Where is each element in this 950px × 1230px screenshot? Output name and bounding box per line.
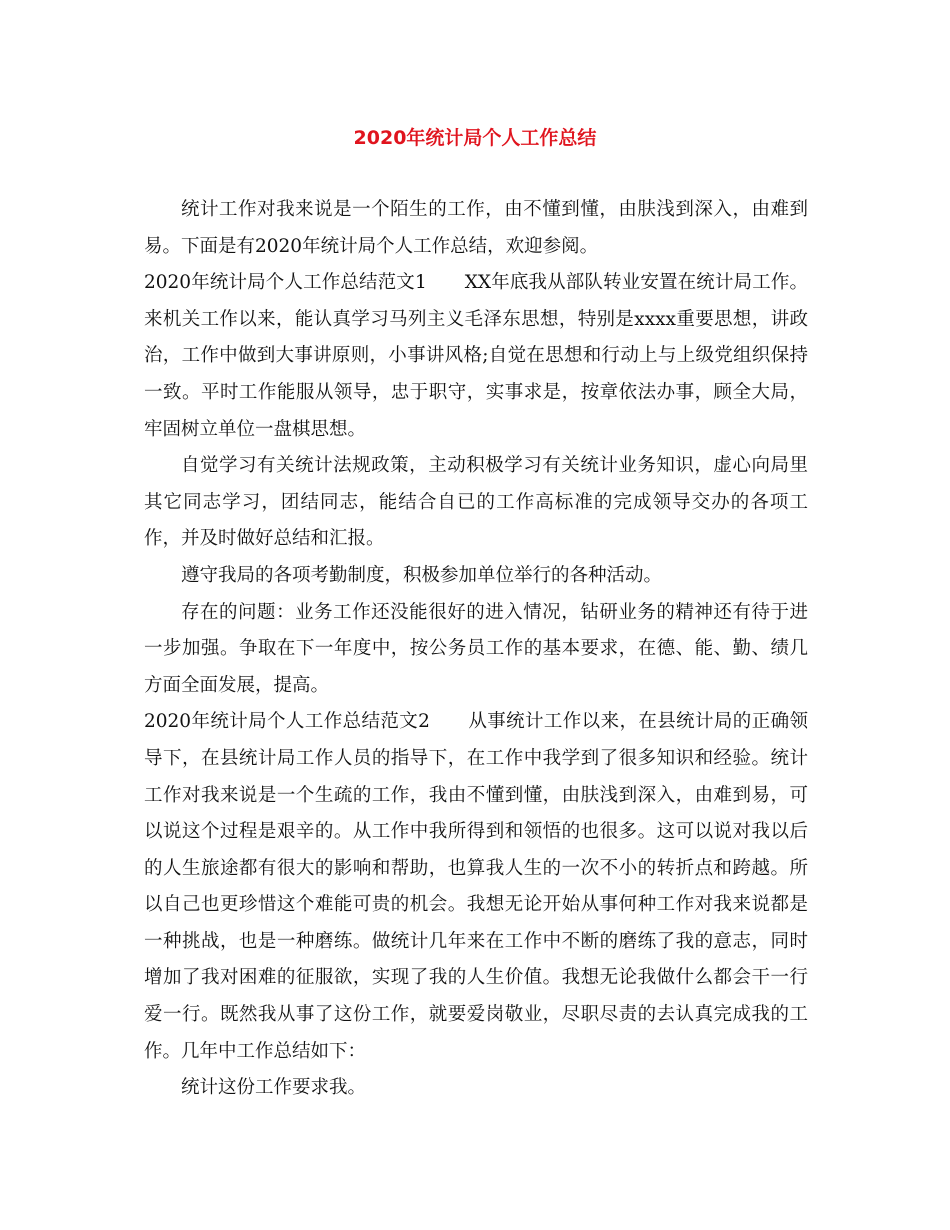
sample-heading-1: 2020年统计局个人工作总结范文1 bbox=[144, 272, 427, 294]
document-title: 2020年统计局个人工作总结 bbox=[353, 127, 597, 149]
paragraph-problems: 存在的问题：业务工作还没能很好的进入情况，钻研业务的精神还有待于进一步加强。争取在下一年度中，按公务员工作的基本要求，在德、能、勤、绩几方面全面发展，提高。 bbox=[144, 601, 808, 696]
paragraph-sample-2 bbox=[144, 704, 808, 1070]
sample-text-2: 从事统计工作以来，在县统计局的正确领导下，在县统计局工作人员的指导下，在工作中我学到了很多知识和经验。统计工作对我来说是一个生疏的工作，我由不懂到懂，由肤浅到深入，由难到易，可以说这个过程是艰辛的。从工作中我所得到和领悟的也很多。这可以说对我以后的人生旅途都有很大的影响和帮助，也算我人生的一次不小的转折点和跨越。所以自己也更珍惜这个难能可贵的机会。我想无论开始从事何种工作对我来说都是一种挑战，也是一种磨练。做统计几年来在工作中不断的磨练了我的意志，同时增加了我对困难的征服欲，实现了我的人生价值。我想无论我做什么都会干一行爱一行。既然我从事了这份工作，就要爱岗敬业，尽职尽责的去认真完成我的工作。几年中工作总结如下： bbox=[144, 711, 808, 1062]
sample-heading-2: 2020年统计局个人工作总结范文2 bbox=[144, 711, 430, 733]
paragraph-intro: 统计工作对我来说是一个陌生的工作，由不懂到懂，由肤浅到深入，由难到易。下面是有2020年统计局个人工作总结，欢迎参阅。 bbox=[144, 199, 808, 257]
paragraph-sample-1 bbox=[144, 265, 808, 448]
sample-text-1: XX年底我从部队转业安置在统计局工作。来机关工作以来，能认真学习马列主义毛泽东思想，特别是xxxx重要思想，讲政治，工作中做到大事讲原则，小事讲风格;自觉在思想和行动上与上级党组织保持一致。平时工作能服从领导，忠于职守，实事求是，按章依法办事，顾全大局，牢固树立单位一盘棋思想。 bbox=[144, 272, 808, 440]
document-body bbox=[144, 192, 808, 1107]
paragraph-closing: 统计这份工作要求我。 bbox=[181, 1077, 367, 1099]
paragraph-study: 自觉学习有关统计法规政策，主动积极学习有关统计业务知识，虚心向局里其它同志学习，团结同志，能结合自已的工作高标准的完成领导交办的各项工作，并及时做好总结和汇报。 bbox=[144, 455, 808, 550]
paragraph-attendance: 遵守我局的各项考勤制度，积极参加单位举行的各种活动。 bbox=[181, 564, 663, 586]
